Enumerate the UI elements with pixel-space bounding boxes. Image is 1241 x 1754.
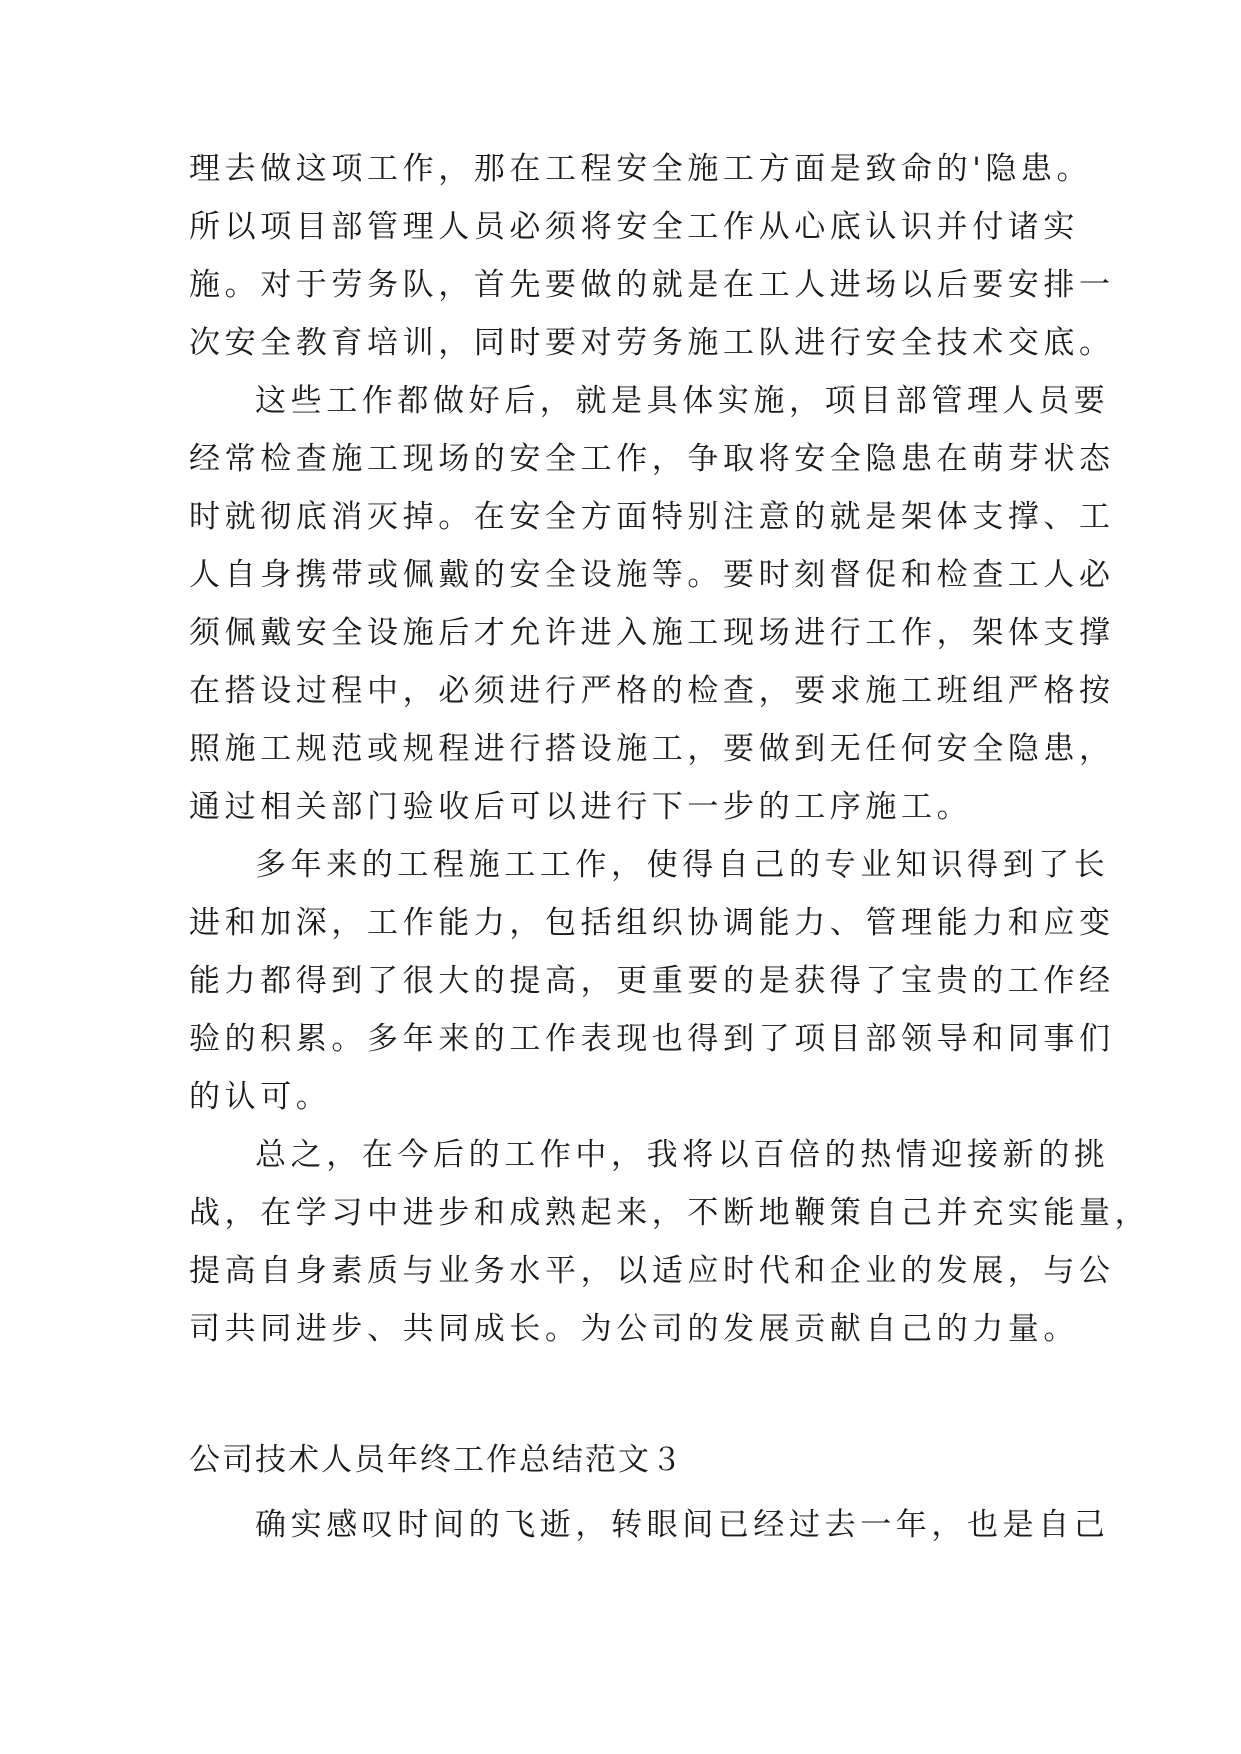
text-line: 确实感叹时间的飞逝，转眼间已经过去一年，也是自己 (255, 1507, 1110, 1543)
text-line: 总之，在今后的工作中，我将以百倍的热情迎接新的挑 (255, 1137, 1110, 1173)
text-line: 进和加深，工作能力，包括组织协调能力、管理能力和应变 (189, 905, 1115, 941)
text-line: 经常检查施工现场的安全工作，争取将安全隐患在萌芽状态 (189, 441, 1115, 477)
text-line: 人自身携带或佩戴的安全设施等。要时刻督促和检查工人必 (189, 557, 1115, 593)
text-line: 在搭设过程中，必须进行严格的检查，要求施工班组严格按 (189, 673, 1115, 709)
text-line: 提高自身素质与业务水平，以适应时代和企业的发展，与公 (189, 1253, 1115, 1289)
text-line: 能力都得到了很大的提高，更重要的是获得了宝贵的工作经 (189, 963, 1115, 999)
text-line: 理去做这项工作，那在工程安全施工方面是致命的'隐患。 (189, 151, 1093, 187)
text-line: 时就彻底消灭掉。在安全方面特别注意的就是架体支撑、工 (189, 499, 1115, 535)
text-line: 战，在学习中进步和成熟起来，不断地鞭策自己并充实能量， (189, 1195, 1151, 1231)
text-line: 施。对于劳务队，首先要做的就是在工人进场以后要安排一 (189, 267, 1115, 303)
text-line: 所以项目部管理人员必须将安全工作从心底认识并付诸实 (189, 209, 1079, 245)
body-text (189, 1496, 1110, 1554)
text-line: 这些工作都做好后，就是具体实施，项目部管理人员要 (255, 383, 1110, 419)
text-line: 通过相关部门验收后可以进行下一步的工序施工。 (189, 789, 973, 825)
text-line: 次安全教育培训，同时要对劳务施工队进行安全技术交底。 (189, 325, 1115, 361)
text-line: 司共同进步、共同成长。为公司的发展贡献自己的力量。 (189, 1311, 1079, 1347)
section-heading: 公司技术人员年终工作总结范文３ (189, 1442, 684, 1478)
text-line: 的认可。 (189, 1079, 332, 1115)
text-line: 验的积累。多年来的工作表现也得到了项目部领导和同事们 (189, 1021, 1115, 1057)
text-line: 须佩戴安全设施后才允许进入施工现场进行工作，架体支撑 (189, 615, 1115, 651)
text-line: 照施工规范或规程进行搭设施工，要做到无任何安全隐患， (189, 731, 1115, 767)
body-text (189, 140, 1151, 1358)
text-line: 多年来的工程施工工作，使得自己的专业知识得到了长 (255, 847, 1110, 883)
